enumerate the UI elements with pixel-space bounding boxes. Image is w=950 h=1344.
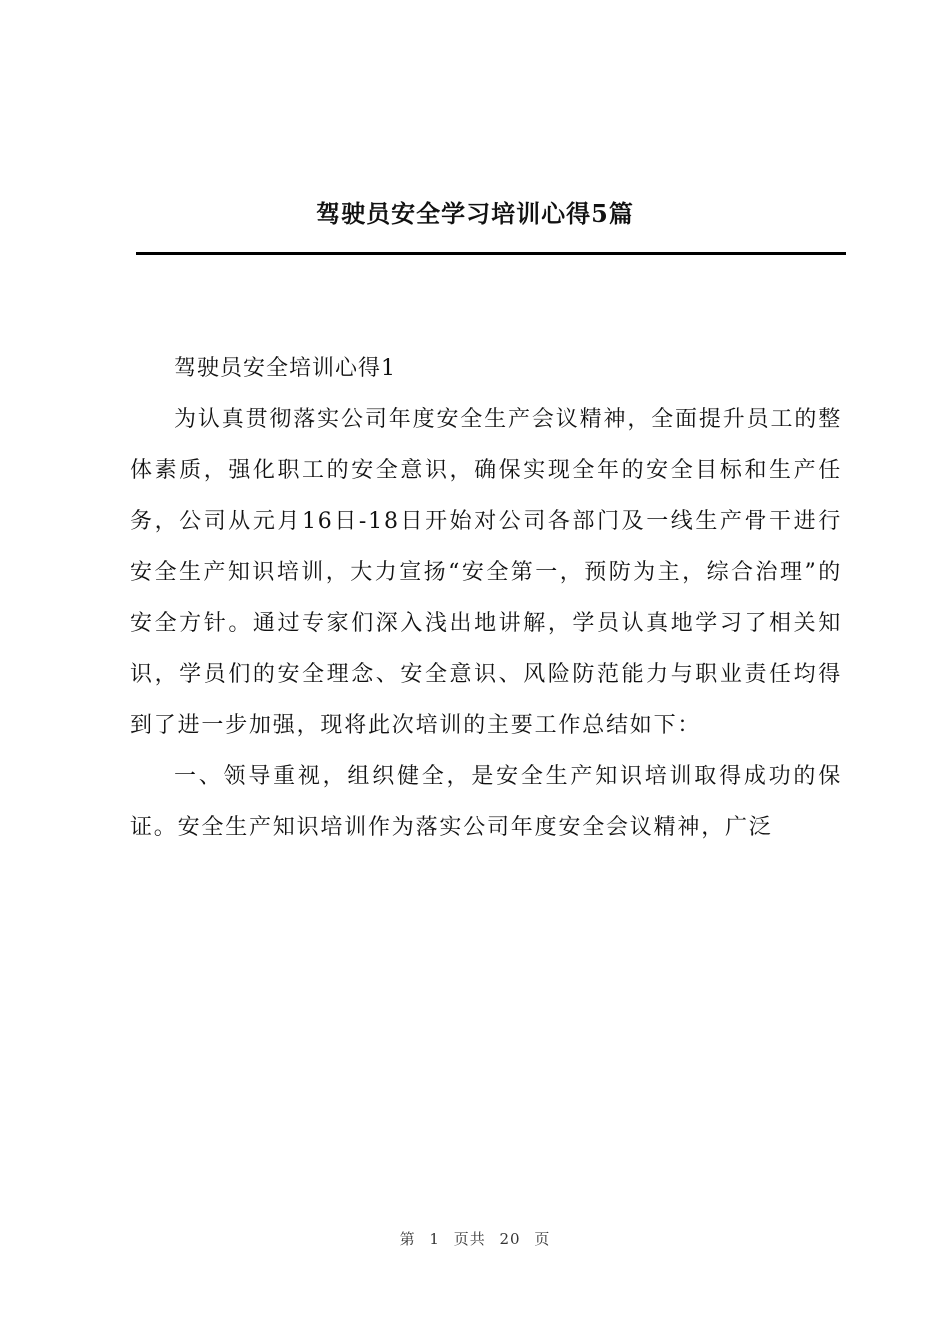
paragraph-1: 为认真贯彻落实公司年度安全生产会议精神，全面提升员工的整体素质，强化职工的安全意识，确保实现全年的安全目标和生产任务，公司从元月16日-18日开始对公司各部门及一线生产骨干进行安全生产知识培训，大力宣扬“安全第一，预防为主，综合治理”的安全方针。通过专家们深入浅出地讲解，学员认真地学习了相关知识，学员们的安全理念、安全意识、风险防范能力与职业责任均得到了进一步加强，现将此次培训的主要工作总结如下： [130, 407, 842, 738]
page-number-footer: 第 1 页共 20 页 [399, 1230, 551, 1248]
section-heading: 驾驶员安全培训心得1 [174, 356, 396, 381]
document-body [130, 343, 842, 853]
document-title: 驾驶员安全学习培训心得5篇 [316, 199, 634, 228]
title-divider [136, 252, 846, 255]
paragraph-2: 一、领导重视，组织健全，是安全生产知识培训取得成功的保证。安全生产知识培训作为落实公司年度安全会议精神，广泛 [130, 764, 842, 840]
